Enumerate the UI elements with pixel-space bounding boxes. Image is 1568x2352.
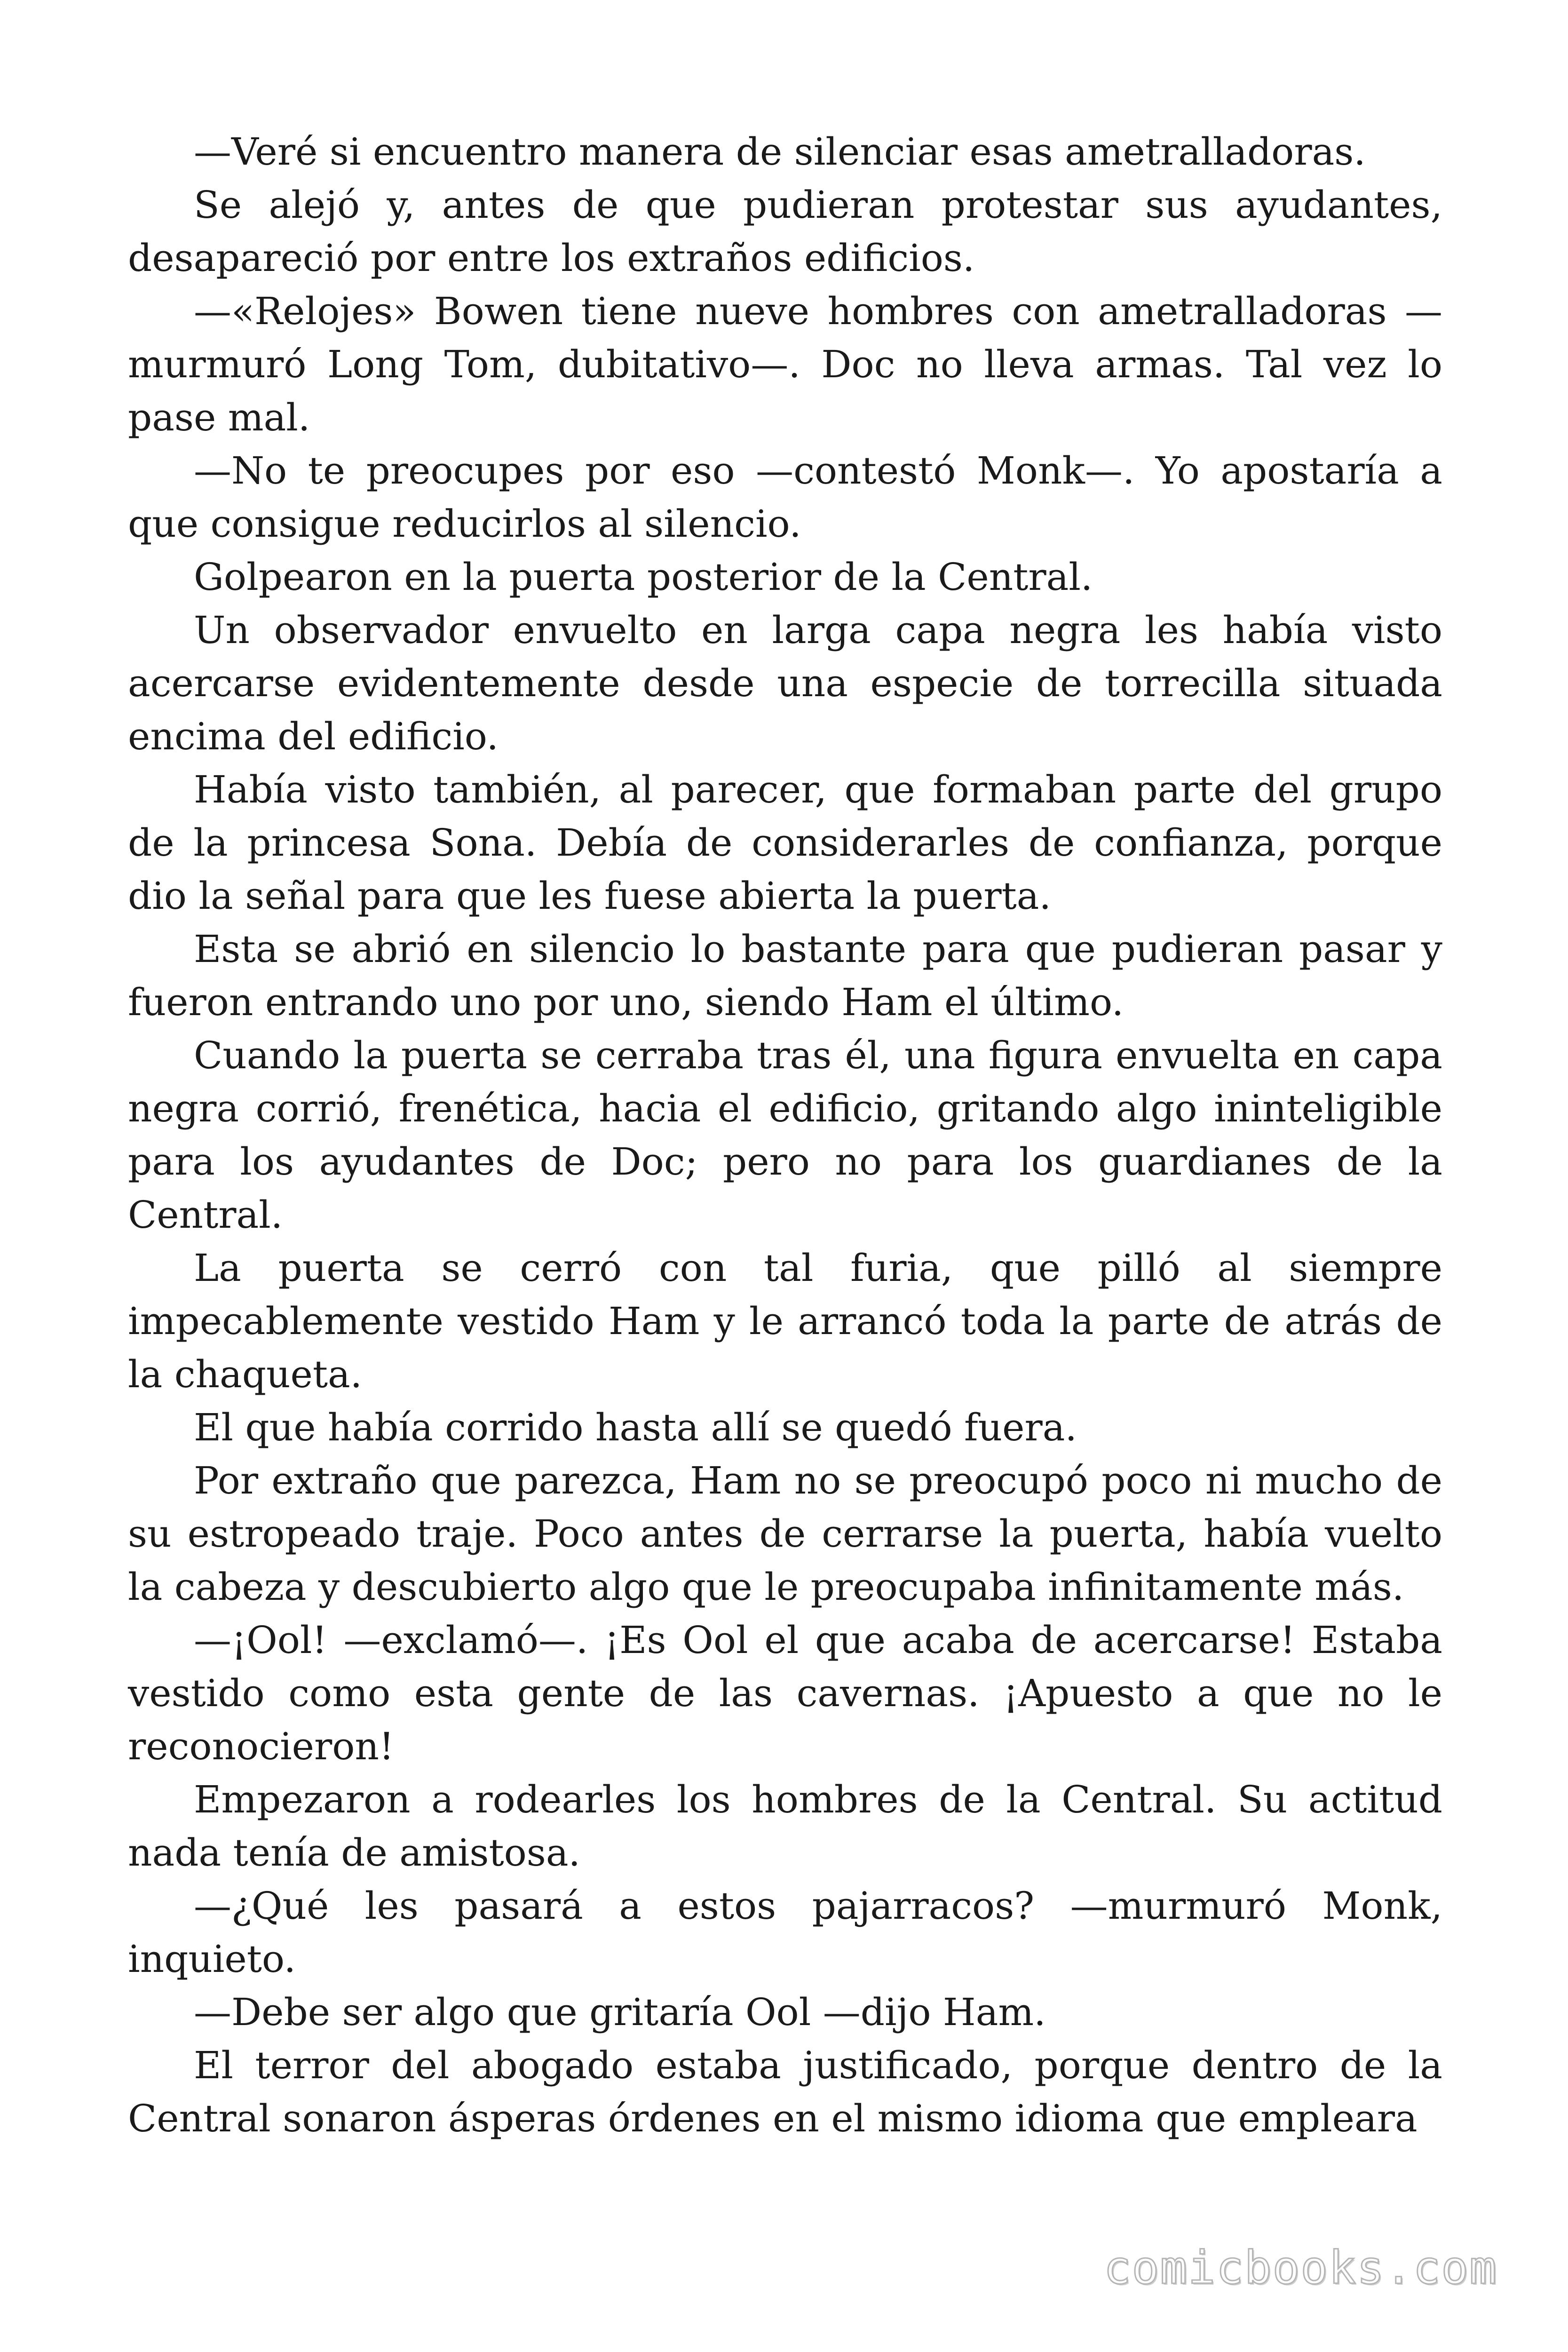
paragraph: Se alejó y, antes de que pudieran protestar sus ayudantes, desapareció por entre los extraños edificios. bbox=[128, 183, 1442, 280]
paragraph: Empezaron a rodearles los hombres de la Central. Su actitud nada tenía de amistosa. bbox=[128, 1778, 1442, 1875]
watermark-text: comicbooks.com bbox=[1103, 2241, 1497, 2294]
paragraph: Cuando la puerta se cerraba tras él, una figura envuelta en capa negra corrió, frenética, hacia el edificio, gritando algo ininteligible para los ayudantes de Doc; pero no para los guardianes de la Central. bbox=[128, 1033, 1442, 1237]
paragraph: Por extraño que parezca, Ham no se preocupó poco ni mucho de su estropeado traje. Poco antes de cerrarse la puerta, había vuelto la cabeza y descubierto algo que le preocupaba infinitamente más. bbox=[128, 1459, 1442, 1609]
page-text bbox=[128, 125, 1442, 2145]
paragraph: Golpearon en la puerta posterior de la Central. bbox=[194, 555, 1093, 599]
paragraph: El que había corrido hasta allí se quedó fuera. bbox=[194, 1406, 1077, 1449]
paragraph: —«Relojes» Bowen tiene nueve hombres con ametralladoras —murmuró Long Tom, dubitativo—. Doc no lleva armas. Tal vez lo pase mal. bbox=[128, 289, 1442, 439]
paragraph: —No te preocupes por eso —contestó Monk—. Yo apostaría a que consigue reducirlos al silencio. bbox=[128, 449, 1442, 546]
paragraph: —Debe ser algo que gritaría Ool —dijo Ham. bbox=[194, 1990, 1046, 2034]
paragraph: —¿Qué les pasará a estos pajarracos? —murmuró Monk, inquieto. bbox=[128, 1884, 1442, 1981]
paragraph: —¡Ool! —exclamó—. ¡Es Ool el que acaba de acercarse! Estaba vestido como esta gente de las cavernas. ¡Apuesto a que no le reconocieron! bbox=[128, 1618, 1442, 1768]
paragraph: Había visto también, al parecer, que formaban parte del grupo de la princesa Sona. Debía de considerarles de confianza, porque dio la señal para que les fuese abierta la puerta. bbox=[128, 768, 1442, 918]
paragraph: Esta se abrió en silencio lo bastante para que pudieran pasar y fueron entrando uno por uno, siendo Ham el último. bbox=[128, 927, 1442, 1024]
paragraph: Un observador envuelto en larga capa negra les había visto acercarse evidentemente desde una especie de torrecilla situada encima del edificio. bbox=[128, 608, 1442, 758]
paragraph: —Veré si encuentro manera de silenciar esas ametralladoras. bbox=[194, 130, 1366, 174]
paragraph: El terror del abogado estaba justificado, porque dentro de la Central sonaron ásperas órdenes en el mismo idioma que empleara bbox=[128, 2043, 1442, 2140]
paragraph: La puerta se cerró con tal furia, que pilló al siempre impecablemente vestido Ham y le arrancó toda la parte de atrás de la chaqueta. bbox=[128, 1246, 1442, 1396]
